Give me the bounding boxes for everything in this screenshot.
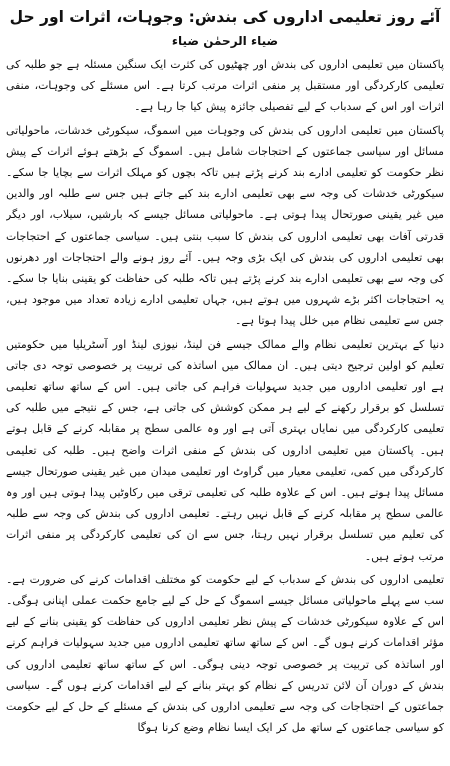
article-author: ضیاء الرحمٰن ضیاء: [171, 34, 279, 48]
article-page: [6, 4, 444, 762]
article-paragraph-4: تعلیمی اداروں کی بندش کے سدباب کے لیے حکومت کو مختلف اقدامات کرنے کی ضرورت ہے۔ سب سے پہلے ماحولیاتی مسائل جیسے اسموگ کے حل کے لیے جامع حکمت عملی اپنانی ہوگی۔ اس کے علاوہ سیکورٹی خدشات کے پیش نظر تعلیمی اداروں کی حفاظت کو یقینی بنانے کے لیے مؤثر اقدامات کرنے ہوں گے۔ اس کے ساتھ ساتھ تعلیمی اداروں میں جدید سہولیات فراہم کرنے اور اساتذہ کی تربیت پر خصوصی توجہ دینی ہوگی۔ اس کے ساتھ ساتھ تعلیمی اداروں کی بندش کے دوران آن لائن تدریس کے نظام کو بہتر بنانے کے لیے اقدامات کرنے ہوں گے۔ سیاسی جماعتوں کے احتجاجات کی وجہ سے تعلیمی اداروں کی بندش کے مسئلے کے حل کے لیے حکومت کو سیاسی جماعتوں کے ساتھ مل کر ایک ایسا نظام وضع کرنا ہوگا: [6, 572, 444, 735]
article-title: آئے روز تعلیمی اداروں کی بندش: وجوہات، اثرات اور حل: [9, 8, 441, 26]
article-paragraph-1: پاکستان میں تعلیمی اداروں کی بندش اور چھٹیوں کی کثرت ایک سنگین مسئلہ ہے جو طلبہ کی تعلیمی کارکردگی اور مستقبل پر منفی اثرات مرتب کرتا ہے۔ اس مسئلے کی وجوہات، منفی اثرات اور اس کے سدباب کے لیے تفصیلی جائزہ پیش کیا جا رہا ہے۔: [6, 58, 444, 114]
article-paragraph-2: پاکستان میں تعلیمی اداروں کی بندش کی وجوہات میں اسموگ، سیکورٹی خدشات، ماحولیاتی مسائل اور سیاسی جماعتوں کے احتجاجات شامل ہیں۔ اسموگ کے بڑھتے ہوئے اثرات کے پیش نظر حکومت کو تعلیمی ادارے بند کرنے پڑتے ہیں تاکہ بچوں کو مہلک اثرات سے بچایا جا سکے۔ سیکورٹی خدشات کی وجہ سے بھی تعلیمی ادارے بند کیے جاتے ہیں جس سے طلبہ اور والدین میں غیر یقینی صورتحال پیدا ہوتی ہے۔ ماحولیاتی مسائل جیسے کہ بارشیں، سیلاب، اور دیگر قدرتی آفات بھی تعلیمی اداروں کی بندش کا سبب بنتی ہیں۔ سیاسی جماعتوں کے احتجاجات بھی تعلیمی اداروں کی بندش کی ایک بڑی وجہ ہیں۔ آئے روز ہونے والے احتجاجات اور دھرنوں کی وجہ سے بھی تعلیمی ادارے بند کرنے پڑتے ہیں تاکہ طلبہ کی حفاظت کو یقینی بنایا جا سکے۔ یہ احتجاجات اکثر بڑے شہروں میں ہوتے ہیں، جہاں تعلیمی ادارے زیادہ تعداد میں موجود ہیں، جس سے تعلیمی نظام میں خلل پیدا ہوتا ہے۔: [6, 123, 444, 328]
article-paragraph-3: دنیا کے بہترین تعلیمی نظام والے ممالک جیسے فن لینڈ، نیوزی لینڈ اور آسٹریلیا میں حکومتیں تعلیم کو اولین ترجیح دیتی ہیں۔ ان ممالک میں اساتذہ کی تربیت پر خصوصی توجہ دی جاتی ہے اور تعلیمی اداروں میں جدید سہولیات فراہم کی جاتی ہیں۔ اس کے ساتھ ساتھ تعلیمی تسلسل کو برقرار رکھنے کے لیے ہر ممکن کوشش کی جاتی ہے، جس کے نتیجے میں طلبہ کی تعلیمی کارکردگی میں نمایاں بہتری آتی ہے اور وہ عالمی سطح پر مقابلہ کرنے کے قابل ہوتے ہیں۔ پاکستان میں تعلیمی اداروں کی بندش کے منفی اثرات واضح ہیں۔ طلبہ کی تعلیمی کارکردگی میں کمی، تعلیمی معیار میں گراوٹ اور تعلیمی میدان میں غیر یقینی صورتحال جیسے مسائل پیدا ہوتے ہیں۔ اس کے علاوہ طلبہ کی تعلیمی ترقی میں رکاوٹیں پیدا ہوتی ہیں اور وہ عالمی سطح پر مقابلہ کرنے کے قابل نہیں رہتے۔ تعلیمی اداروں کی بندش کی وجہ سے طلبہ کی تعلیم میں تسلسل برقرار نہیں رہتا، جس سے ان کی تعلیمی کارکردگی پر منفی اثرات مرتب ہوتے ہیں۔: [6, 337, 444, 563]
